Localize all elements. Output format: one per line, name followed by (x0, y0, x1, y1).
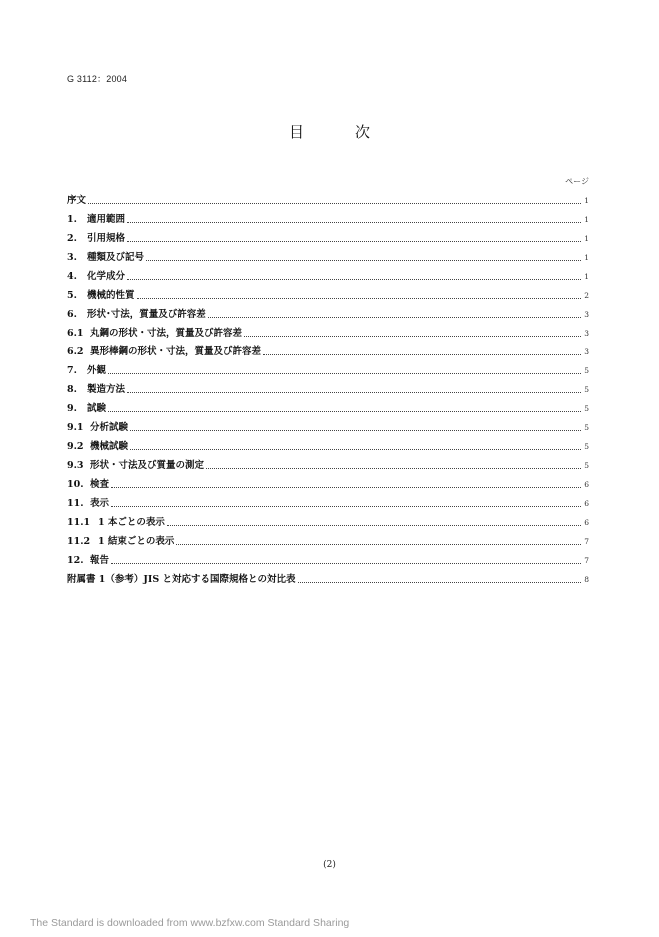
toc-entry-9-1[interactable] (67, 415, 589, 434)
toc-entry-page: 1 (584, 233, 589, 243)
toc-entry-page: 5 (584, 385, 589, 395)
toc-entry-page: 7 (584, 555, 589, 565)
dot-leader (130, 429, 581, 431)
toc-entry-number: 10. (67, 479, 84, 490)
dot-leader (127, 278, 581, 280)
toc-entry-page: 5 (584, 366, 589, 376)
toc-entry-12[interactable] (67, 548, 589, 567)
toc-entry-annex-1[interactable] (67, 567, 589, 586)
dot-leader (146, 259, 581, 261)
toc-entry-number: 6.1 (67, 327, 84, 339)
toc-entry-title: 試験 (87, 403, 107, 415)
toc-entry-number: 7. (67, 365, 77, 377)
toc-entry-number: 9. (67, 403, 77, 415)
toc-entry-2[interactable] (67, 226, 589, 245)
toc-entry-6-2[interactable] (67, 340, 589, 359)
dot-leader (244, 335, 581, 337)
toc-entry-number: 4. (67, 270, 77, 282)
dot-leader (127, 240, 581, 242)
toc-entry-11-1[interactable] (67, 510, 589, 529)
toc-entry-number: 9.2 (67, 441, 84, 453)
download-watermark: The Standard is downloaded from www.bzfxw.com Standard Sharing (30, 917, 350, 929)
toc-entry-6[interactable] (67, 302, 589, 321)
toc-entry-title: 引用規格 (87, 232, 126, 244)
toc-entry-page: 3 (584, 347, 589, 357)
dot-leader (127, 221, 581, 223)
toc-entry-page: 5 (584, 461, 589, 471)
toc-entry-number: 8. (67, 384, 77, 396)
toc-entry-page: 6 (584, 480, 589, 489)
toc-entry-title: 種類及び記号 (87, 251, 145, 263)
page-column-label: ページ (565, 177, 589, 186)
toc-entry-number: 12. (67, 554, 84, 566)
toc-entry-7[interactable] (67, 358, 589, 377)
toc-entry-title: 異形棒鋼の形状・寸法，質量及び許容差 (90, 346, 262, 358)
toc-entry-title: 丸鋼の形状・寸法，質量及び許容差 (90, 327, 243, 339)
page-number: (2) (323, 860, 336, 870)
dot-leader (206, 467, 581, 469)
toc-entry-page: 7 (584, 536, 589, 546)
toc-entry-page: 1 (584, 214, 589, 224)
toc-entry-title: 機械試験 (90, 441, 129, 453)
toc-entry-page: 8 (584, 574, 589, 584)
toc-entry-9-2[interactable] (67, 434, 589, 453)
toc-entry-number: 1. (67, 213, 77, 225)
toc-entry-page: 5 (584, 442, 589, 452)
toc-entry-title: 1 本ごとの表示 (98, 516, 165, 528)
toc-entry-page: 3 (584, 328, 589, 338)
table-of-contents (67, 188, 589, 586)
dot-leader (167, 524, 581, 526)
dot-leader (111, 505, 581, 507)
toc-entry-9-3[interactable] (67, 453, 589, 472)
toc-entry-page: 1 (584, 271, 589, 281)
document-id: G 3112：2004 (67, 74, 128, 84)
dot-leader (208, 316, 581, 318)
dot-leader (88, 202, 581, 204)
dot-leader (127, 391, 581, 393)
toc-entry-8[interactable] (67, 377, 589, 396)
toc-entry-title: 附属書 1（参考）JIS と対応する国際規格との対比表 (67, 573, 296, 585)
toc-entry-title: 序文 (67, 194, 87, 206)
dot-leader (111, 562, 581, 564)
toc-entry-title: 報告 (90, 554, 110, 566)
toc-entry-title: 適用範囲 (87, 213, 126, 225)
dot-leader (111, 486, 581, 488)
toc-entry-title: 分析試験 (90, 422, 129, 434)
toc-entry-5[interactable] (67, 283, 589, 302)
toc-entry-number: 2. (67, 232, 77, 244)
dot-leader (130, 448, 581, 450)
toc-entry-title: 化学成分 (87, 270, 126, 282)
toc-entry-11-2[interactable] (67, 529, 589, 548)
toc-entry-page: 1 (584, 252, 589, 262)
toc-entry-title: 外観 (87, 365, 107, 377)
toc-entry-number: 6.2 (67, 346, 84, 358)
toc-entry-number: 3. (67, 251, 77, 263)
dot-leader (108, 410, 581, 412)
dot-leader (263, 353, 581, 355)
toc-title: 目 次 (288, 123, 388, 141)
toc-entry-3[interactable] (67, 245, 589, 264)
dot-leader (298, 581, 581, 583)
toc-entry-title: 1 結束ごとの表示 (98, 535, 175, 547)
toc-entry-page: 5 (584, 404, 589, 414)
toc-entry-page: 2 (584, 290, 589, 300)
toc-entry-number: 9.1 (67, 422, 84, 434)
toc-entry-number: 9.3 (67, 460, 84, 472)
toc-entry-number: 11.1 (67, 516, 91, 528)
dot-leader (176, 543, 581, 545)
toc-entry-9[interactable] (67, 396, 589, 415)
toc-entry-page: 6 (584, 498, 589, 508)
toc-entry-title: 製造方法 (87, 384, 126, 396)
toc-entry-title: 形状･寸法，質量及び許容差 (87, 308, 206, 320)
dot-leader (108, 372, 581, 374)
toc-entry-title: 機械的性質 (87, 289, 135, 301)
toc-entry-6-1[interactable] (67, 321, 589, 340)
toc-entry-page: 6 (584, 517, 589, 527)
toc-entry-title: 表示 (90, 497, 110, 509)
toc-entry-title: 検査 (90, 479, 110, 490)
toc-entry-number: 6. (67, 308, 77, 320)
toc-entry-number: 5. (67, 289, 77, 301)
toc-entry-number: 11. (67, 497, 84, 509)
toc-entry-page: 1 (584, 195, 589, 205)
dot-leader (137, 297, 581, 299)
toc-entry-11[interactable] (67, 491, 589, 510)
toc-entry-10[interactable] (67, 472, 589, 491)
toc-entry-preface[interactable] (67, 188, 589, 207)
toc-entry-1[interactable] (67, 207, 589, 226)
toc-entry-4[interactable] (67, 264, 589, 283)
toc-entry-number: 11.2 (67, 535, 91, 547)
toc-entry-title: 形状・寸法及び質量の測定 (90, 460, 205, 472)
toc-entry-page: 3 (584, 309, 589, 319)
toc-entry-page: 5 (584, 423, 589, 433)
